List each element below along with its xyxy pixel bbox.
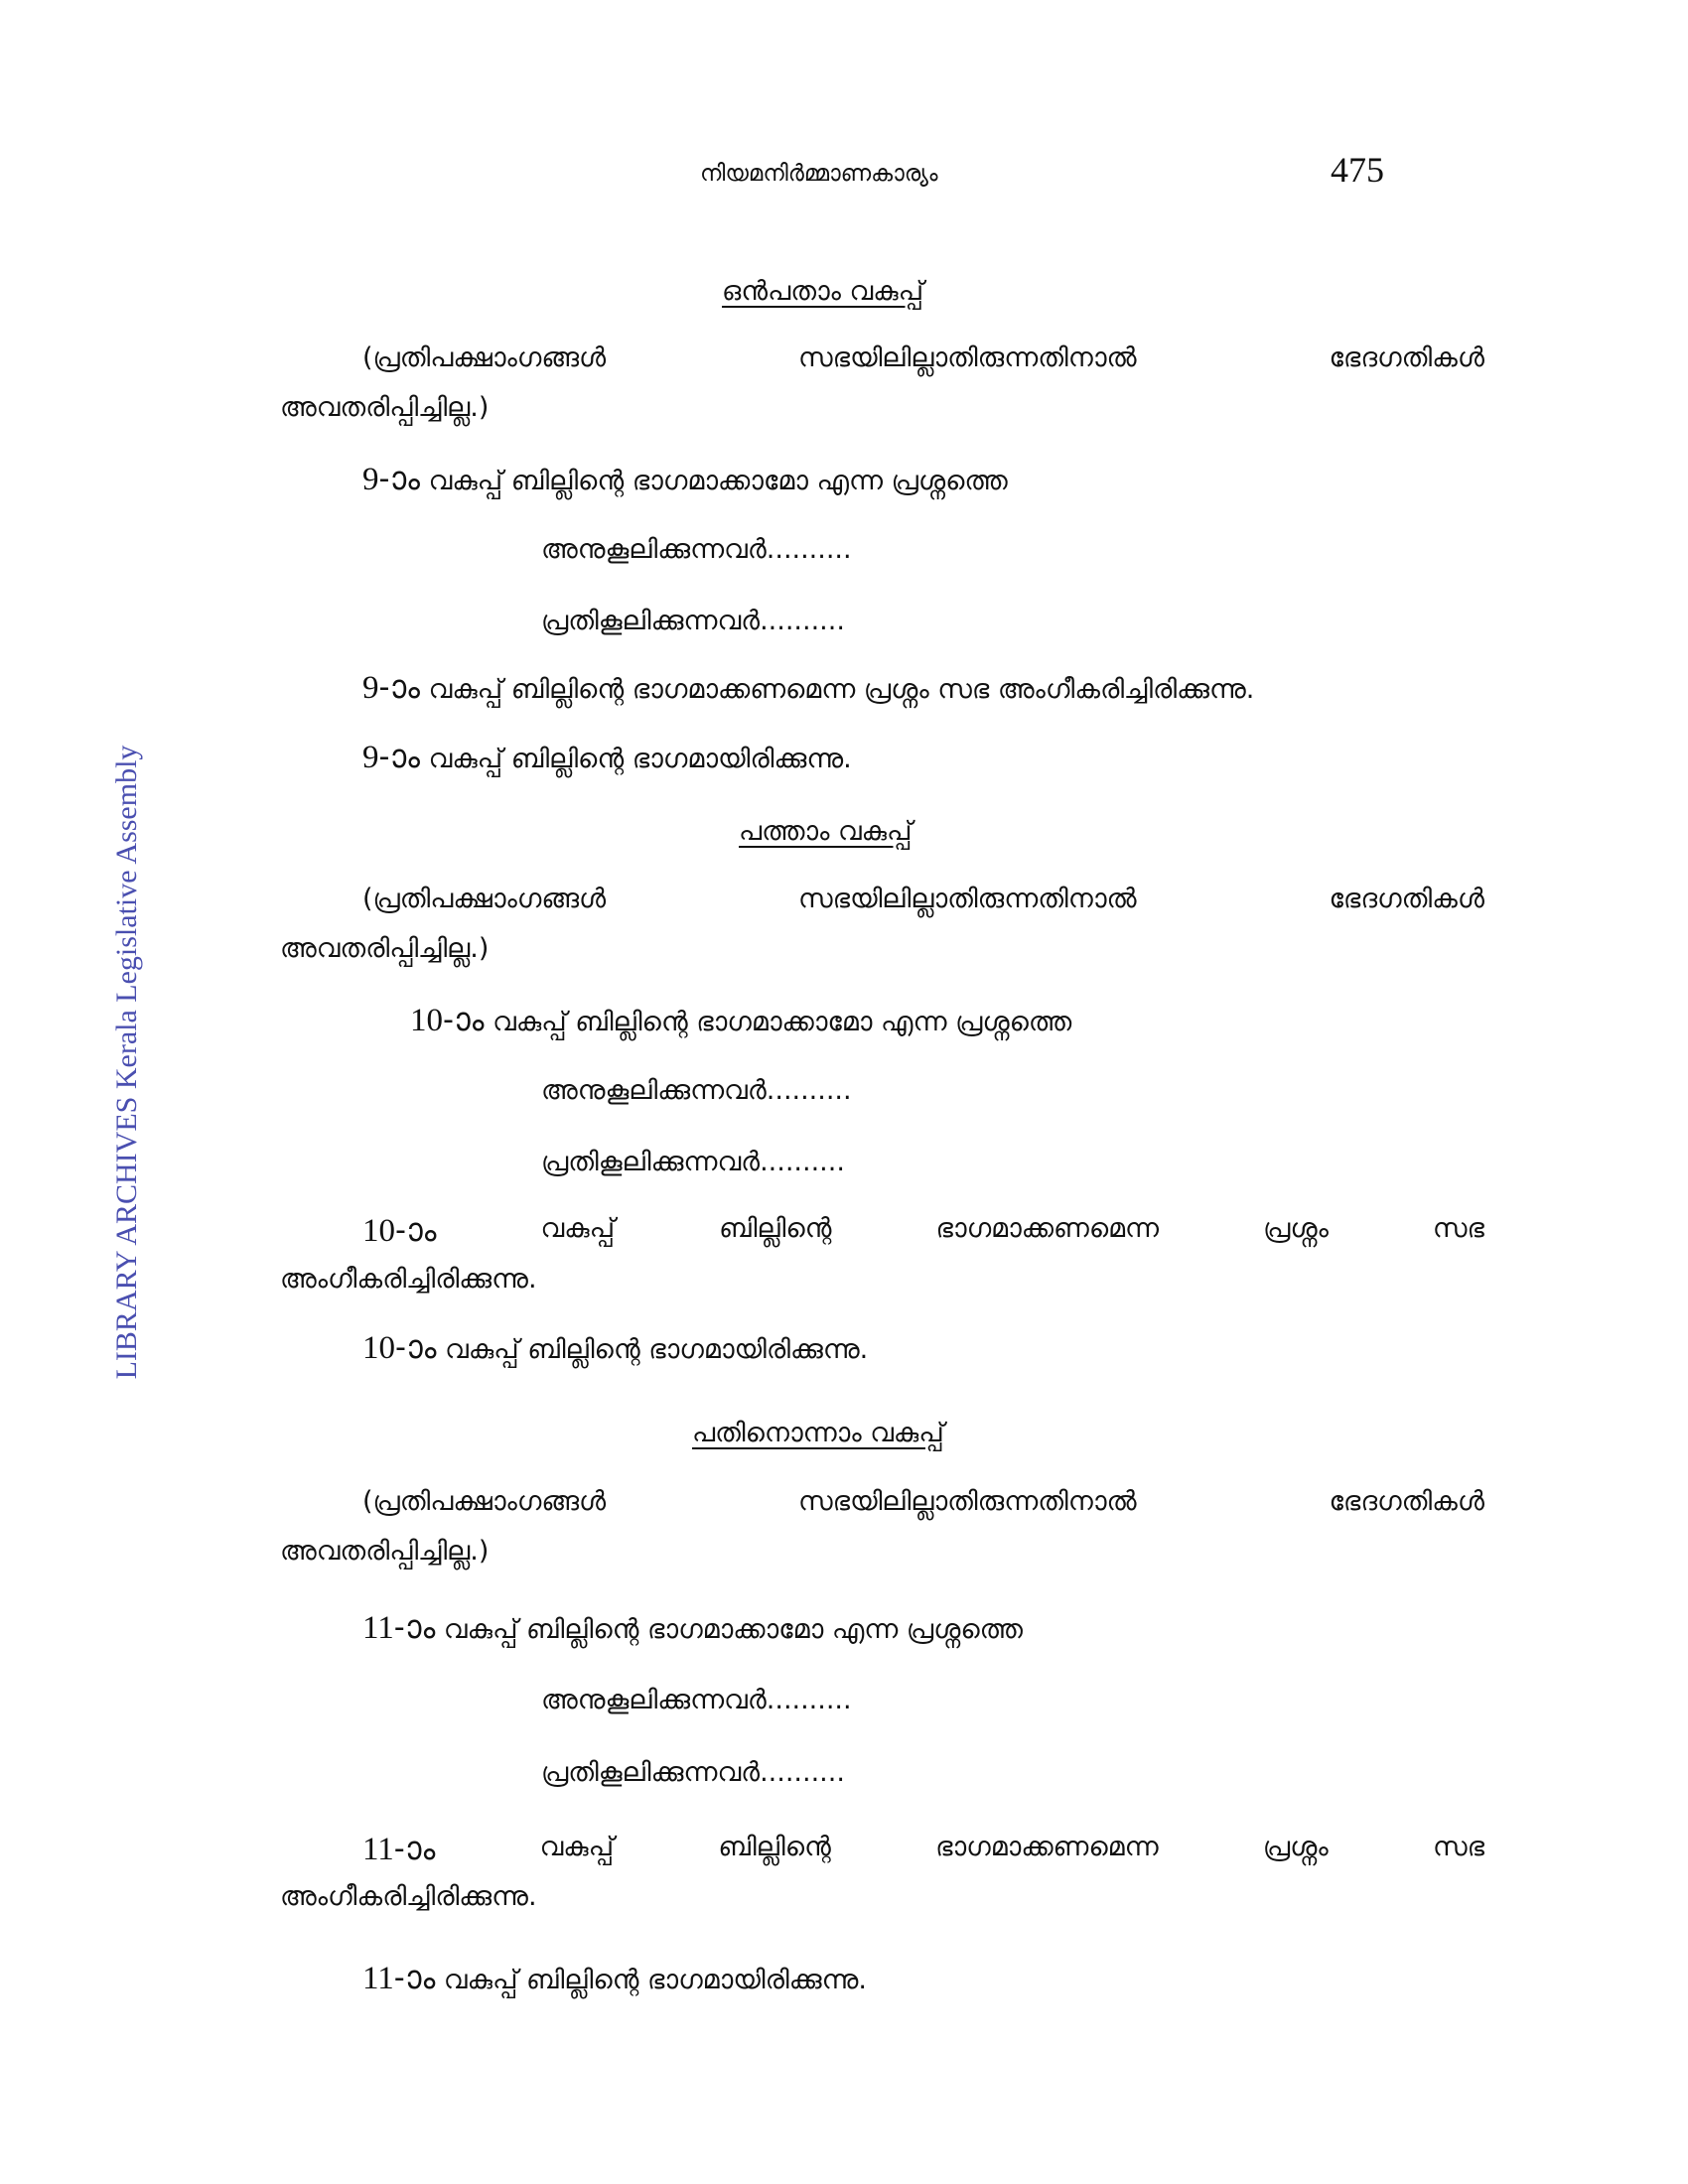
clause-number: 10-ാം xyxy=(410,1003,485,1038)
intro-word: (പ്രതിപക്ഷാംഗങ്ങൾ xyxy=(362,1486,607,1517)
section-11-noes: പ്രതികൂലിക്കുന്നവർ.......... xyxy=(541,1757,845,1788)
intro-word: (പ്രതിപക്ഷാംഗങ്ങൾ xyxy=(362,884,607,914)
section-11-accepted-line xyxy=(362,1832,1484,1868)
section-10-intro-line xyxy=(362,884,1484,915)
section-10-noes: പ്രതികൂലിക്കുന്നവർ.......... xyxy=(541,1147,845,1177)
intro-word: സഭയിലില്ലാതിരുന്നതിനാൽ xyxy=(798,342,1137,373)
accepted-word: വകുപ്പ് xyxy=(540,1213,616,1244)
final-text: വകുപ്പ് ബില്ലിന്റെ ഭാഗമായിരിക്കുന്നു. xyxy=(445,1334,869,1365)
accepted-word: പ്രശ്നം xyxy=(1263,1213,1329,1244)
section-10-heading: പത്താം വകുപ്പ് xyxy=(739,816,913,847)
clause-number: 9-ാം xyxy=(362,740,421,775)
section-9-noes: പ്രതികൂലിക്കുന്നവർ.......... xyxy=(541,606,845,636)
accepted-word: ബില്ലിന്റെ xyxy=(718,1832,831,1862)
accepted-word: പ്രശ്നം xyxy=(1262,1832,1329,1862)
clause-number: 10-ാം xyxy=(362,1330,437,1366)
section-10-intro-end: അവതരിപ്പിച്ചില്ല.) xyxy=(280,933,490,964)
intro-word: സഭയിലില്ലാതിരുന്നതിനാൽ xyxy=(798,1486,1137,1517)
section-10-question xyxy=(410,1003,1071,1039)
section-11-final xyxy=(362,1961,867,1997)
accepted-word: സഭ xyxy=(1432,1832,1484,1862)
accepted-word: വകുപ്പ് xyxy=(539,1832,615,1862)
section-11-heading: പതിനൊന്നാം വകുപ്പ് xyxy=(692,1418,944,1448)
section-10-ayes: അനുകൂലിക്കുന്നവർ.......... xyxy=(541,1075,852,1106)
accepted-word: ഭാഗമാക്കണമെന്ന xyxy=(935,1213,1160,1244)
question-text: വകുപ്പ് ബില്ലിന്റെ ഭാഗമാക്കാമോ എന്ന പ്രശ്നത്തെ xyxy=(443,1614,1023,1645)
clause-number: 11-ാം xyxy=(362,1832,436,1867)
section-11-accepted-end: അംഗീകരിച്ചിരിക്കുന്നു. xyxy=(280,1881,537,1912)
final-text: വകുപ്പ് ബില്ലിന്റെ ഭാഗമായിരിക്കുന്നു. xyxy=(443,1965,867,1995)
section-9-intro-end: അവതരിപ്പിച്ചില്ല.) xyxy=(280,392,490,423)
clause-number: 9-ാം xyxy=(362,670,421,706)
clause-number: 10-ാം xyxy=(362,1213,437,1249)
final-text: വകുപ്പ് ബില്ലിന്റെ ഭാഗമായിരിക്കുന്നു. xyxy=(428,744,852,774)
accepted-text: വകുപ്പ് ബില്ലിന്റെ ഭാഗമാക്കണമെന്ന പ്രശ്നം സഭ അംഗീകരിച്ചിരിക്കുന്നു. xyxy=(428,674,1255,705)
intro-word: ഭേദഗതികൾ xyxy=(1329,884,1484,914)
section-9-accepted xyxy=(362,670,1254,707)
intro-word: ഭേദഗതികൾ xyxy=(1329,342,1484,373)
section-9-question xyxy=(362,462,1008,498)
section-10-accepted-line xyxy=(362,1213,1484,1250)
question-text: വകുപ്പ് ബില്ലിന്റെ ഭാഗമാക്കാമോ എന്ന പ്രശ്നത്തെ xyxy=(492,1007,1072,1037)
section-9-heading: ഒൻപതാം വകുപ്പ് xyxy=(722,276,924,307)
intro-word: (പ്രതിപക്ഷാംഗങ്ങൾ xyxy=(362,342,607,373)
section-11-intro-line xyxy=(362,1486,1484,1518)
clause-number: 9-ാം xyxy=(362,462,421,497)
archive-watermark: LIBRARY ARCHIVES Kerala Legislative Assembly xyxy=(110,745,143,1380)
section-11-ayes: അനുകൂലിക്കുന്നവർ.......... xyxy=(541,1685,852,1715)
page-number: 475 xyxy=(1331,150,1384,190)
accepted-word: ഭാഗമാക്കണമെന്ന xyxy=(935,1832,1159,1862)
section-10-accepted-end: അംഗീകരിച്ചിരിക്കുന്നു. xyxy=(280,1264,537,1295)
running-header-title: നിയമനിർമ്മാണകാര്യം xyxy=(700,161,938,187)
section-11-question xyxy=(362,1610,1023,1647)
section-9-final xyxy=(362,740,852,776)
section-9-ayes: അനുകൂലിക്കുന്നവർ.......... xyxy=(541,534,852,565)
clause-number: 11-ാം xyxy=(362,1961,436,1996)
accepted-word: ബില്ലിന്റെ xyxy=(719,1213,832,1244)
section-9-intro-line xyxy=(362,342,1484,374)
accepted-word: സഭ xyxy=(1432,1213,1484,1244)
clause-number: 11-ാം xyxy=(362,1610,436,1646)
intro-word: സഭയിലില്ലാതിരുന്നതിനാൽ xyxy=(798,884,1137,914)
section-10-final xyxy=(362,1330,868,1367)
section-11-intro-end: അവതരിപ്പിച്ചില്ല.) xyxy=(280,1536,490,1567)
intro-word: ഭേദഗതികൾ xyxy=(1329,1486,1484,1517)
question-text: വകുപ്പ് ബില്ലിന്റെ ഭാഗമാക്കാമോ എന്ന പ്രശ്നത്തെ xyxy=(428,466,1008,496)
